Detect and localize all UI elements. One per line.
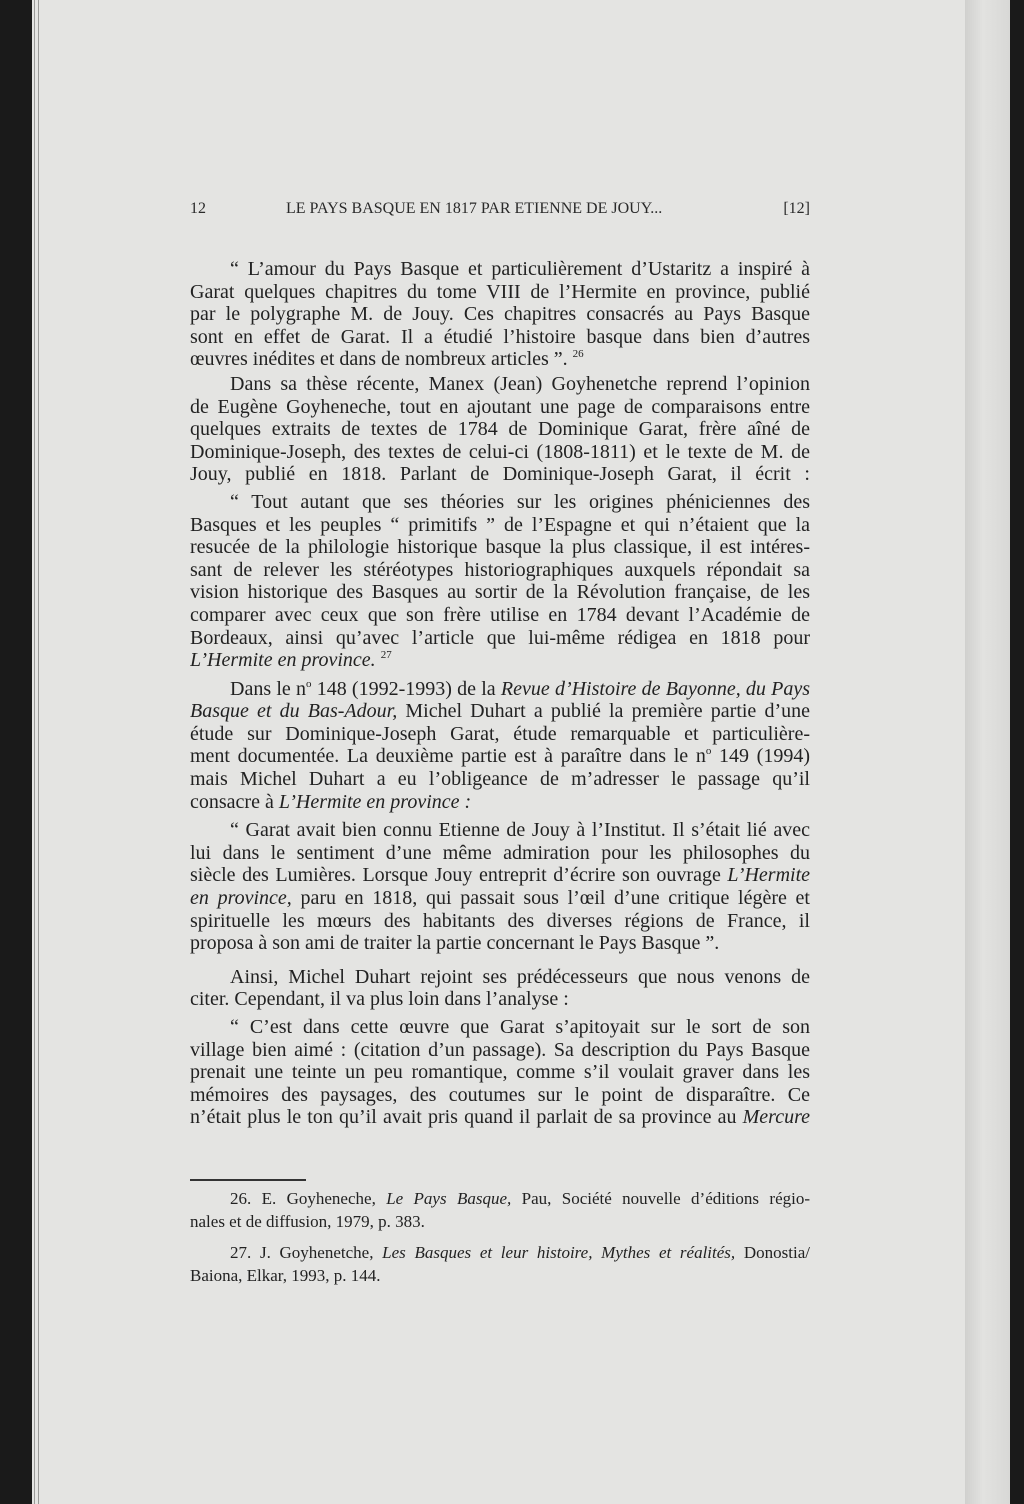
text-run: sont en effet de Garat. Il a étudié l’histoire basque dans bien d’autres (190, 325, 810, 348)
text-line (190, 1084, 810, 1107)
text-line (190, 791, 810, 814)
text-line (190, 559, 810, 582)
text-line (190, 887, 810, 910)
text-line (190, 932, 810, 955)
paragraph (190, 966, 810, 1011)
text-line (190, 373, 810, 396)
text-line (190, 1211, 810, 1234)
text-line (190, 418, 810, 441)
text-run: comparer avec ceux que son frère utilise en 1784 devant l’Académie de (190, 603, 810, 626)
text-run: Garat quelques chapitres du tome VIII de l’Hermite en province, publié (190, 280, 810, 303)
text-line (190, 819, 810, 842)
text-line (190, 1265, 810, 1288)
text-run: nales et de diffusion, 1979, p. 383. (190, 1211, 425, 1231)
text-run: Ainsi, Michel Duhart rejoint ses prédécesseurs que nous venons de (230, 965, 810, 988)
text-line (190, 581, 810, 604)
text-line (190, 514, 810, 537)
text-run: Donostia/ (735, 1243, 810, 1262)
bracket-page-number: [12] (783, 200, 810, 217)
text-run: 27. J. Goyhenetche, (230, 1243, 383, 1262)
text-line (190, 1061, 810, 1084)
footnotes (190, 1188, 810, 1287)
page-number: 12 (190, 200, 206, 217)
text-run: lui dans le sentiment d’une même admiration pour les philosophes du (190, 841, 810, 864)
text-line (190, 910, 810, 933)
text-run: étude sur Dominique-Joseph Garat, étude remarquable et particulière- (190, 722, 810, 745)
text-line (190, 678, 810, 701)
text-line (190, 1106, 810, 1129)
body-text (190, 258, 810, 1129)
text-run: prenait une teinte un peu romantique, comme s’il voulait graver dans les (190, 1061, 810, 1084)
page-gutter (965, 0, 1010, 1504)
text-run: Michel Duhart a publié la première partie d’une (397, 700, 810, 723)
text-line (190, 281, 810, 304)
paragraph (190, 678, 810, 814)
text-run: “ C’est dans cette œuvre que Garat s’apitoyait sur le sort de son (230, 1016, 810, 1038)
italic-title: Les Basques et leur histoire, Mythes et réalités, (382, 1243, 736, 1262)
text-run: Dans sa thèse récente, Manex (Jean) Goyhenetche reprend l’opinion (230, 372, 810, 395)
italic-title: L’Hermite en province. (190, 649, 376, 672)
text-run: Baiona, Elkar, 1993, p. 144. (190, 1265, 381, 1285)
text-line (190, 396, 810, 419)
text-run: paru en 1818, qui passait sous l’œil d’une critique légère et (291, 887, 810, 910)
paragraph (190, 491, 810, 672)
text-line (190, 1039, 810, 1062)
footnote (190, 1188, 810, 1233)
text-run: consacre à (190, 790, 279, 813)
paragraph (190, 1016, 810, 1129)
text-run: Jouy, publié en 1818. Parlant de Dominique-Joseph Garat, il écrit : (190, 463, 810, 486)
text-line (190, 745, 810, 768)
text-run: quelques extraits de textes de 1784 de Dominique Garat, frère aîné de (190, 418, 810, 441)
text-line (190, 536, 810, 559)
italic-title: Mercure (742, 1106, 810, 1129)
text-run: Dominique-Joseph, des textes de celui-ci (1808-1811) et le texte de M. de (190, 440, 810, 463)
text-line (190, 1016, 810, 1039)
text-line (190, 700, 810, 723)
paragraph (190, 373, 810, 486)
text-run: vision historique des Basques au sortir de la Révolution française, de les (190, 581, 810, 604)
text-run: mémoires des paysages, des coutumes sur le point de disparaître. Ce (190, 1083, 810, 1106)
italic-title: Basque et du Bas-Adour, (190, 700, 398, 723)
text-run: Basques et les peuples “ primitifs ” de l’Espagne et qui n’étaient que la (190, 513, 810, 536)
footnote-separator (190, 1179, 306, 1181)
text-run: de Eugène Goyheneche, tout en ajoutant une page de comparaisons entre (190, 395, 810, 418)
italic-title: Le Pays Basque, (386, 1189, 512, 1208)
text-run: proposa à son ami de traiter la partie concernant le Pays Basque ”. (190, 932, 720, 955)
text-run: “ Tout autant que ses théories sur les origines phéniciennes des (230, 490, 810, 513)
italic-title: L’Hermite (727, 864, 810, 887)
text-line (190, 258, 810, 281)
superscript: 26 (572, 348, 584, 361)
text-run: village bien aimé : (citation d’un passage). Sa description du Pays Basque (190, 1038, 810, 1061)
page-edge (34, 0, 35, 1504)
text-run: œuvres inédites et dans de nombreux articles ”. (190, 348, 573, 371)
italic-title: en province, (190, 887, 292, 910)
page-edge (38, 0, 39, 1504)
text-run: n’était plus le ton qu’il avait pris quand il parlait de sa province au (190, 1106, 743, 1129)
text-run: spirituelle les mœurs des habitants des diverses régions de France, il (190, 909, 810, 932)
text-line (190, 491, 810, 514)
text-line (190, 966, 810, 989)
text-run: “ Garat avait bien connu Etienne de Jouy à l’Institut. Il s’était lié avec (230, 819, 810, 842)
running-title: LE PAYS BASQUE EN 1817 PAR ETIENNE DE JOUY... (286, 200, 663, 217)
text-line (190, 864, 810, 887)
text-run: 148 (1992-1993) de la (311, 677, 501, 700)
text-line (190, 1188, 810, 1211)
italic-title: L’Hermite en province : (278, 790, 472, 813)
text-run: Pau, Société nouvelle d’éditions régio- (511, 1189, 810, 1208)
text-line (190, 303, 810, 326)
superscript: 27 (380, 649, 392, 662)
text-line (190, 842, 810, 865)
text-line (190, 441, 810, 464)
text-run: Bordeaux, ainsi qu’avec l’article que lui-même rédigea en 1818 pour (190, 626, 810, 649)
paragraph (190, 258, 810, 371)
running-header (190, 200, 810, 222)
text-run: sant de relever les stéréotypes historiographiques auxquels répondait sa (190, 558, 810, 581)
superscript: o (305, 677, 312, 690)
text-run: Dans le n (230, 677, 306, 700)
text-line (190, 988, 810, 1011)
italic-title: Revue d’Histoire de Bayonne, du Pays (500, 677, 810, 700)
text-run: 149 (1994) (711, 745, 810, 768)
text-run: mais Michel Duhart a eu l’obligeance de m’adresser le passage qu’il (190, 768, 810, 791)
text-run: ment documentée. La deuxième partie est à paraître dans le n (190, 745, 706, 768)
text-run: “ L’amour du Pays Basque et particulièrement d’Ustaritz a inspiré à (230, 258, 810, 280)
text-run: siècle des Lumières. Lorsque Jouy entreprit d’écrire son ouvrage (190, 864, 728, 887)
text-run: 26. E. Goyheneche, (230, 1189, 387, 1208)
footnote (190, 1242, 810, 1287)
text-run: par le polygraphe M. de Jouy. Ces chapitres consacrés au Pays Basque (190, 303, 810, 326)
text-line (190, 326, 810, 349)
text-line (190, 604, 810, 627)
text-run: resucée de la philologie historique basque la plus classique, il est intéres- (190, 536, 810, 559)
text-line (190, 463, 810, 486)
text-line (190, 627, 810, 650)
superscript: o (705, 745, 712, 758)
paragraph (190, 819, 810, 955)
text-line (190, 768, 810, 791)
text-run: citer. Cependant, il va plus loin dans l’analyse : (190, 988, 569, 1011)
text-line (190, 1242, 810, 1265)
text-line (190, 649, 810, 672)
text-line (190, 723, 810, 746)
text-line (190, 348, 810, 371)
